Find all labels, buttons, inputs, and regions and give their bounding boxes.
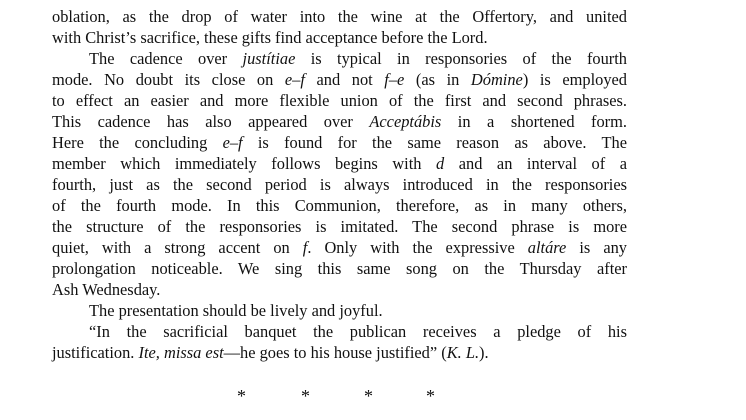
- paragraph-offertory: [52, 6, 627, 48]
- text-line: [52, 321, 627, 342]
- text-run: ).: [479, 343, 489, 362]
- text-run: justification.: [52, 343, 139, 362]
- italic-term: altáre: [527, 238, 567, 257]
- text-line: [52, 27, 627, 48]
- text-run: The cadence over: [89, 49, 243, 68]
- text-run: is any: [566, 238, 627, 257]
- text-run: mode. No doubt its close on: [52, 70, 285, 89]
- text-line: [52, 258, 627, 279]
- paragraph-quote: [52, 321, 627, 363]
- text-run: member which immediately follows begins with: [52, 154, 436, 173]
- text-run: The presentation should be lively and joyful.: [89, 301, 383, 320]
- text-run: is found for the same reason as above. The: [242, 133, 627, 152]
- text-run: . Only with the expressive: [307, 238, 528, 257]
- separator-star: *: [364, 386, 373, 406]
- text-run: Ash Wednesday.: [52, 280, 161, 299]
- text-line: [52, 6, 627, 27]
- italic-term: e–f: [222, 133, 243, 152]
- text-line: [52, 153, 627, 174]
- italic-term: d: [436, 154, 445, 173]
- text-run: (as in: [404, 70, 471, 89]
- italic-term: K. L.: [446, 343, 480, 362]
- paragraph-cadence: [52, 48, 627, 300]
- text-run: ) is employed: [522, 70, 627, 89]
- text-run: oblation, as the drop of water into the wine at the Offertory, and united: [52, 7, 627, 26]
- text-run: of the fourth mode. In this Communion, therefore, as in many others,: [52, 196, 627, 215]
- separator-star: *: [237, 386, 246, 406]
- text-run: Here the concluding: [52, 133, 223, 152]
- separator-star: *: [301, 386, 310, 406]
- italic-term: f: [302, 238, 308, 257]
- text-line: [52, 237, 627, 258]
- text-run: is typical in responsories of the fourth: [295, 49, 627, 68]
- italic-term: Acceptábis: [369, 112, 442, 131]
- text-run: and not: [304, 70, 385, 89]
- text-run: —he goes to his house justified” (: [223, 343, 447, 362]
- italic-term: e–f: [284, 70, 305, 89]
- text-run: fourth, just as the second period is always introduced in the responsories: [52, 175, 627, 194]
- text-line: [52, 132, 627, 153]
- separator-star: *: [426, 386, 435, 406]
- italic-term: f–e: [384, 70, 405, 89]
- document-page: [52, 6, 627, 363]
- text-line: [52, 48, 627, 69]
- text-line: [52, 69, 627, 90]
- text-run: in a shortened form.: [441, 112, 627, 131]
- text-run: the structure of the responsories is imitated. The second phrase is more: [52, 217, 627, 236]
- text-line: [52, 174, 627, 195]
- text-line: [52, 216, 627, 237]
- text-line: [52, 111, 627, 132]
- text-run: quiet, with a strong accent on: [52, 238, 303, 257]
- text-line: [52, 195, 627, 216]
- paragraph-presentation: [52, 300, 627, 321]
- text-line: [52, 279, 627, 300]
- text-run: This cadence has also appeared over: [52, 112, 370, 131]
- italic-term: justítiae: [242, 49, 296, 68]
- section-separator: [0, 386, 746, 408]
- italic-term: Dómine: [470, 70, 523, 89]
- text-line: [52, 90, 627, 111]
- italic-term: Ite, missa est: [138, 343, 224, 362]
- text-run: “In the sacrificial banquet the publican receives a pledge of his: [89, 322, 627, 341]
- text-run: with Christ’s sacrifice, these gifts find acceptance before the Lord.: [52, 28, 488, 47]
- text-line: [52, 342, 627, 363]
- text-run: and an interval of a: [444, 154, 627, 173]
- text-line: [52, 300, 627, 321]
- text-run: prolongation noticeable. We sing this same song on the Thursday after: [52, 259, 627, 278]
- text-run: to effect an easier and more flexible union of the first and second phrases.: [52, 91, 627, 110]
